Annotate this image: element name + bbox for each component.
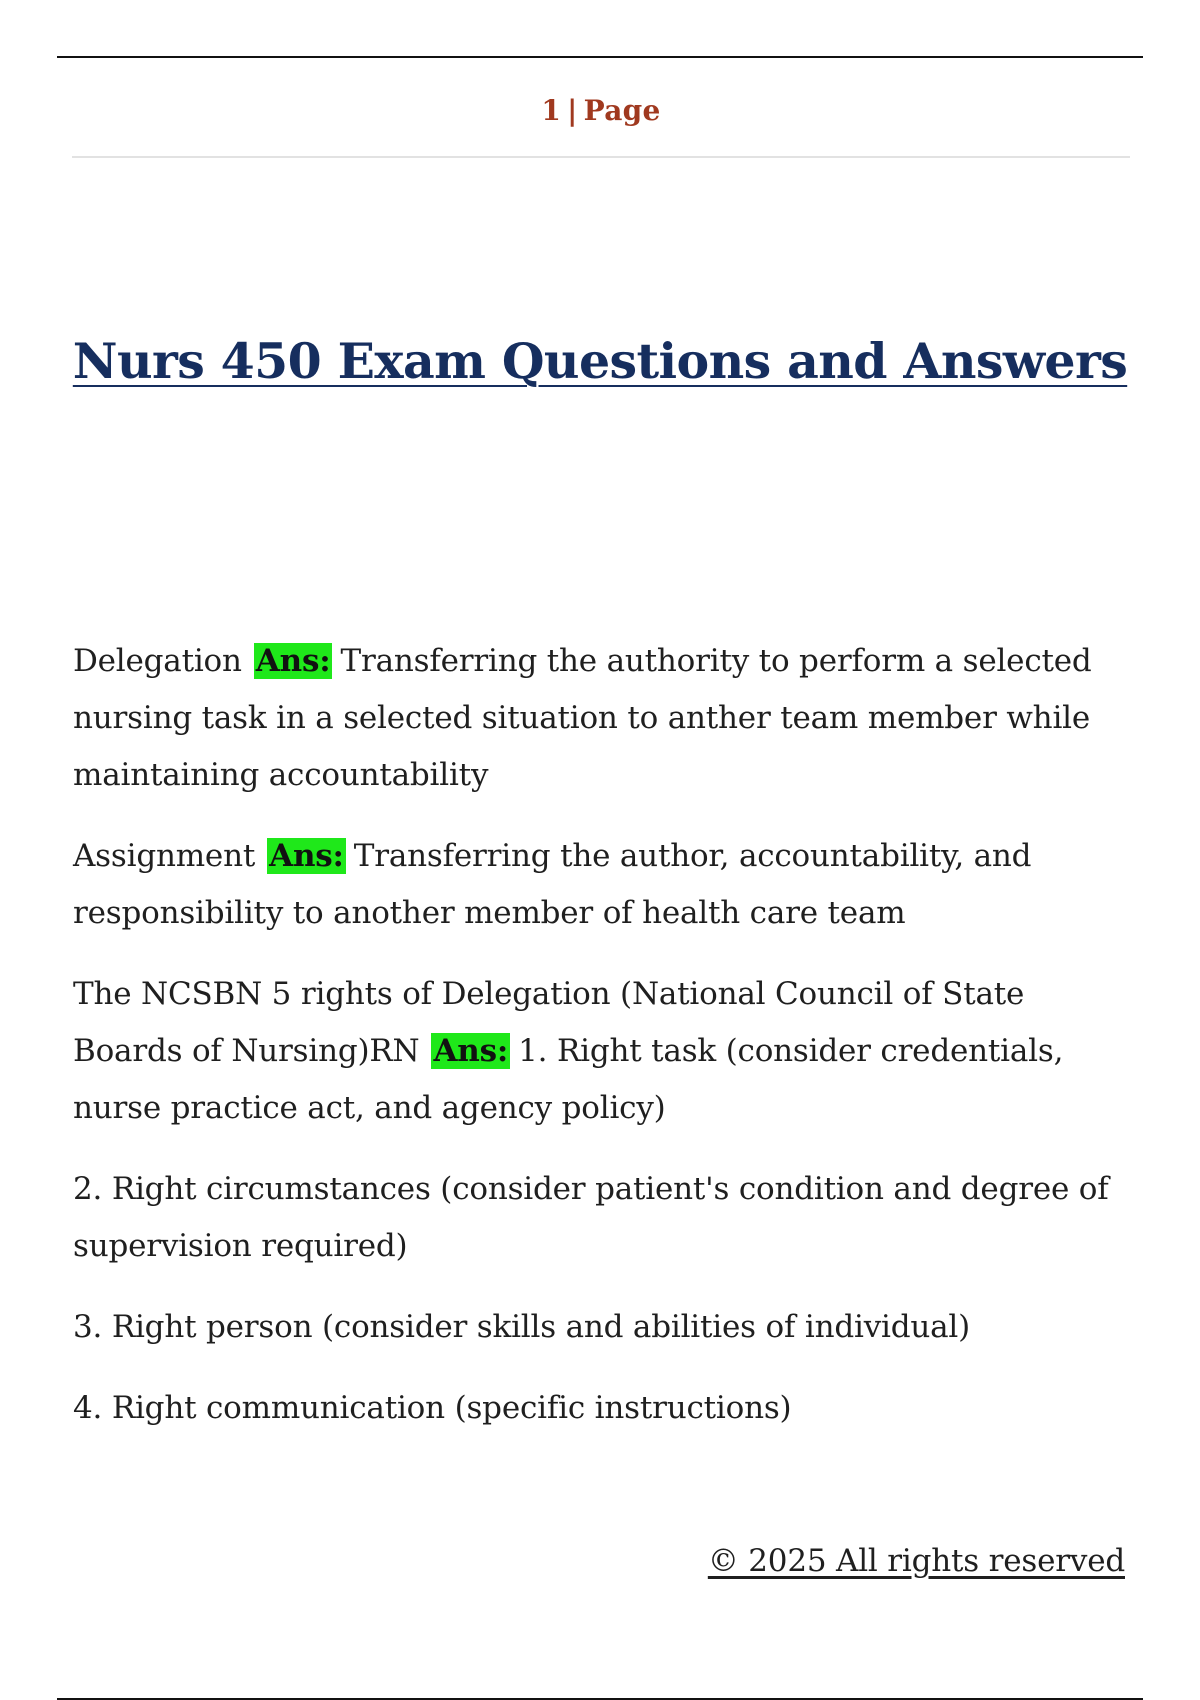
page-label: Page	[583, 94, 661, 127]
header-separator: |	[567, 94, 578, 127]
list-item-right-communication: 4. Right communication (specific instructions)	[73, 1390, 792, 1426]
top-rule	[57, 56, 1143, 58]
qa-term: Delegation	[73, 643, 242, 679]
answer-marker: Ans:	[433, 1033, 509, 1069]
header-rule	[72, 156, 1130, 158]
qa-term: Assignment	[73, 838, 256, 874]
document-title: Nurs 450 Exam Questions and Answers	[72, 332, 1128, 390]
copyright-footer: © 2025 All rights reserved	[707, 1543, 1125, 1579]
qa-answer: 1. Right task (consider credentials, nurse practice act, and agency policy)	[73, 1033, 1064, 1126]
list-item-right-person: 3. Right person (consider skills and abilities of individual)	[73, 1309, 971, 1345]
qa-term: The NCSBN 5 rights of Delegation (National Council of State Boards of Nursing)RN	[73, 976, 1025, 1069]
qa-content	[73, 633, 1135, 1461]
qa-item-assignment	[73, 828, 1135, 942]
page-number: 1	[541, 94, 562, 127]
list-item-right-circumstances: 2. Right circumstances (consider patient's condition and degree of supervision required)	[73, 1171, 1109, 1264]
qa-item-ncsbn-rights	[73, 966, 1135, 1137]
answer-marker: Ans:	[269, 838, 344, 874]
qa-answer: Transferring the authority to perform a selected nursing task in a selected situation to anther team member while maintaining accountability	[73, 643, 1092, 793]
page-header	[72, 94, 1130, 127]
qa-answer: Transferring the author, accountability, and responsibility to another member of health care team	[73, 838, 1032, 931]
qa-item-delegation	[73, 633, 1135, 804]
answer-marker: Ans:	[255, 643, 331, 679]
